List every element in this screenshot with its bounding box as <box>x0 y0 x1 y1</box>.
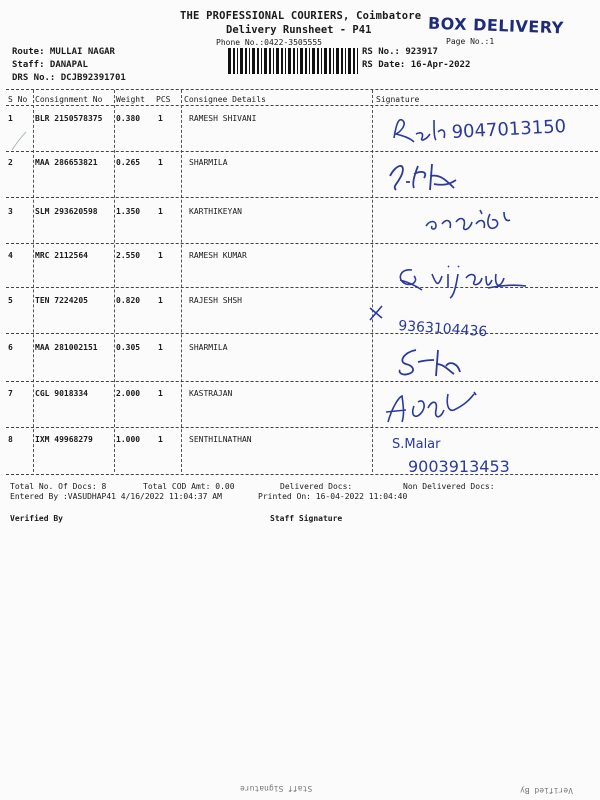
col-header-weight: Weight <box>116 95 145 104</box>
verified-by: Verified By <box>10 514 63 523</box>
row-consignee: RAMESH SHIVANI <box>189 114 257 123</box>
barcode-bar <box>252 48 255 74</box>
row-consignment: SLM 293620598 <box>35 207 98 216</box>
barcode-bar <box>281 48 283 74</box>
row-sno: 1 <box>8 114 13 123</box>
signature-row-3 <box>420 200 530 238</box>
barcode-bar <box>353 48 355 74</box>
row-weight: 0.305 <box>116 343 141 352</box>
row-pcs: 1 <box>158 435 163 444</box>
handwritten-phone-row-8: 9003913453 <box>408 457 510 476</box>
rs-number: RS No.: 923917 <box>362 47 438 57</box>
page-number: Page No.:1 <box>446 37 495 46</box>
row-consignment: MAA 281002151 <box>35 343 98 352</box>
row-consignee: KASTRAJAN <box>189 389 233 398</box>
route: Route: MULLAI NAGAR <box>12 47 115 57</box>
runsheet-title: Delivery Runsheet - P41 <box>226 24 372 36</box>
signature-row-7 <box>378 386 498 430</box>
barcode-bar <box>357 48 358 74</box>
stray-mark <box>8 126 38 156</box>
row-consignee: SHARMILA <box>189 343 228 352</box>
signature-row-4 <box>392 256 532 300</box>
barcode-bar <box>324 48 327 74</box>
staff-signature: Staff Signature <box>270 514 343 523</box>
staff: Staff: DANAPAL <box>12 60 88 70</box>
entered-by: Entered By :VASUDHAP41 4/16/2022 11:04:37 AM <box>10 492 222 501</box>
delivered-docs: Delivered Docs: <box>280 482 353 491</box>
row-sno: 5 <box>8 296 13 305</box>
barcode-bar <box>288 48 291 74</box>
barcode-bar <box>345 48 346 74</box>
signature-row-8 <box>384 430 584 476</box>
barcode-bar <box>273 48 274 74</box>
row-weight: 0.820 <box>116 296 141 305</box>
col-divider <box>372 90 373 472</box>
barcode-bar <box>249 48 250 74</box>
printed-on: Printed On: 16-04-2022 11:04:40 <box>258 492 408 501</box>
barcode-bar <box>309 48 310 74</box>
row-consignment: TEN 7224205 <box>35 296 88 305</box>
non-delivered-docs: Non Delivered Docs: <box>403 482 495 491</box>
barcode-bar <box>348 48 351 74</box>
barcode-bar <box>329 48 331 74</box>
row-rule <box>6 427 598 428</box>
row-pcs: 1 <box>158 251 163 260</box>
col-header-consignee: Consignee Details <box>184 95 266 104</box>
row-consignee: RAMESH KUMAR <box>189 251 247 260</box>
barcode-icon <box>228 48 358 74</box>
row-rule <box>6 197 598 198</box>
barcode-bar <box>312 48 315 74</box>
bleed-staff-signature: Staff Signature <box>240 784 313 793</box>
phone-number: Phone No.:0422-3505555 <box>216 38 322 47</box>
handwritten-name-row-8: S.Malar <box>392 437 441 452</box>
row-weight: 0.265 <box>116 158 141 167</box>
row-consignment: MRC 2112564 <box>35 251 88 260</box>
barcode-bar <box>336 48 339 74</box>
table-header-rule <box>6 105 598 106</box>
box-delivery-stamp: BOX DELIVERY <box>427 13 565 38</box>
row-pcs: 1 <box>158 207 163 216</box>
barcode-bar <box>317 48 319 74</box>
barcode-bar <box>245 48 247 74</box>
col-header-consignment: Consignment No <box>35 95 103 104</box>
row-weight: 1.350 <box>116 207 141 216</box>
row-pcs: 1 <box>158 389 163 398</box>
row-consignment: MAA 286653821 <box>35 158 98 167</box>
bleed-verified-by: Verified By <box>520 786 573 795</box>
handwritten-phone-row-1: 9047013150 <box>451 116 567 143</box>
row-sno: 8 <box>8 435 13 444</box>
drs-number: DRS No.: DCJB92391701 <box>12 73 126 83</box>
row-weight: 1.000 <box>116 435 141 444</box>
barcode-bar <box>341 48 343 74</box>
row-weight: 2.550 <box>116 251 141 260</box>
row-weight: 0.380 <box>116 114 141 123</box>
signature-row-2 <box>384 154 484 196</box>
row-pcs: 1 <box>158 343 163 352</box>
barcode-bar <box>240 48 243 74</box>
barcode-bar <box>300 48 303 74</box>
signature-row-5 <box>364 296 544 342</box>
row-consignment: IXM 49968279 <box>35 435 93 444</box>
barcode-bar <box>293 48 295 74</box>
barcode-bar <box>228 48 231 74</box>
barcode-bar <box>257 48 259 74</box>
row-sno: 2 <box>8 158 13 167</box>
col-header-pcs: PCS <box>156 95 171 104</box>
col-divider <box>181 90 182 472</box>
barcode-bar <box>276 48 279 74</box>
handwritten-phone-row-5: 9363104436 <box>397 318 488 341</box>
row-weight: 2.000 <box>116 389 141 398</box>
row-consignment: CGL 9018334 <box>35 389 88 398</box>
col-header-sno: S No <box>8 95 28 104</box>
company-name: THE PROFESSIONAL COURIERS, Coimbatore <box>180 10 422 22</box>
col-divider <box>114 90 115 472</box>
total-cod: Total COD Amt: 0.00 <box>143 482 235 491</box>
table-top-rule <box>6 89 598 90</box>
barcode-bar <box>237 48 238 74</box>
row-rule <box>6 381 598 382</box>
row-pcs: 1 <box>158 296 163 305</box>
row-consignment: BLR 2150578375 <box>35 114 103 123</box>
row-sno: 7 <box>8 389 13 398</box>
signature-row-1 <box>380 108 595 152</box>
row-rule <box>6 243 598 244</box>
barcode-bar <box>233 48 235 74</box>
barcode-bar <box>321 48 322 74</box>
barcode-bar <box>297 48 298 74</box>
signature-row-6 <box>390 342 480 382</box>
rs-date: RS Date: 16-Apr-2022 <box>362 60 471 70</box>
barcode-bar <box>305 48 307 74</box>
row-sno: 6 <box>8 343 13 352</box>
row-consignee: RAJESH SHSH <box>189 296 242 305</box>
row-sno: 4 <box>8 251 13 260</box>
barcode-bar <box>285 48 286 74</box>
barcode-bar <box>269 48 271 74</box>
row-consignee: SHARMILA <box>189 158 228 167</box>
col-header-signature: Signature <box>376 95 420 104</box>
row-consignee: SENTHILNATHAN <box>189 435 252 444</box>
barcode-bar <box>264 48 267 74</box>
total-docs: Total No. Of Docs: 8 <box>10 482 107 491</box>
row-sno: 3 <box>8 207 13 216</box>
row-pcs: 1 <box>158 158 163 167</box>
row-consignee: KARTHIKEYAN <box>189 207 242 216</box>
barcode-bar <box>261 48 262 74</box>
barcode-bar <box>333 48 334 74</box>
row-pcs: 1 <box>158 114 163 123</box>
